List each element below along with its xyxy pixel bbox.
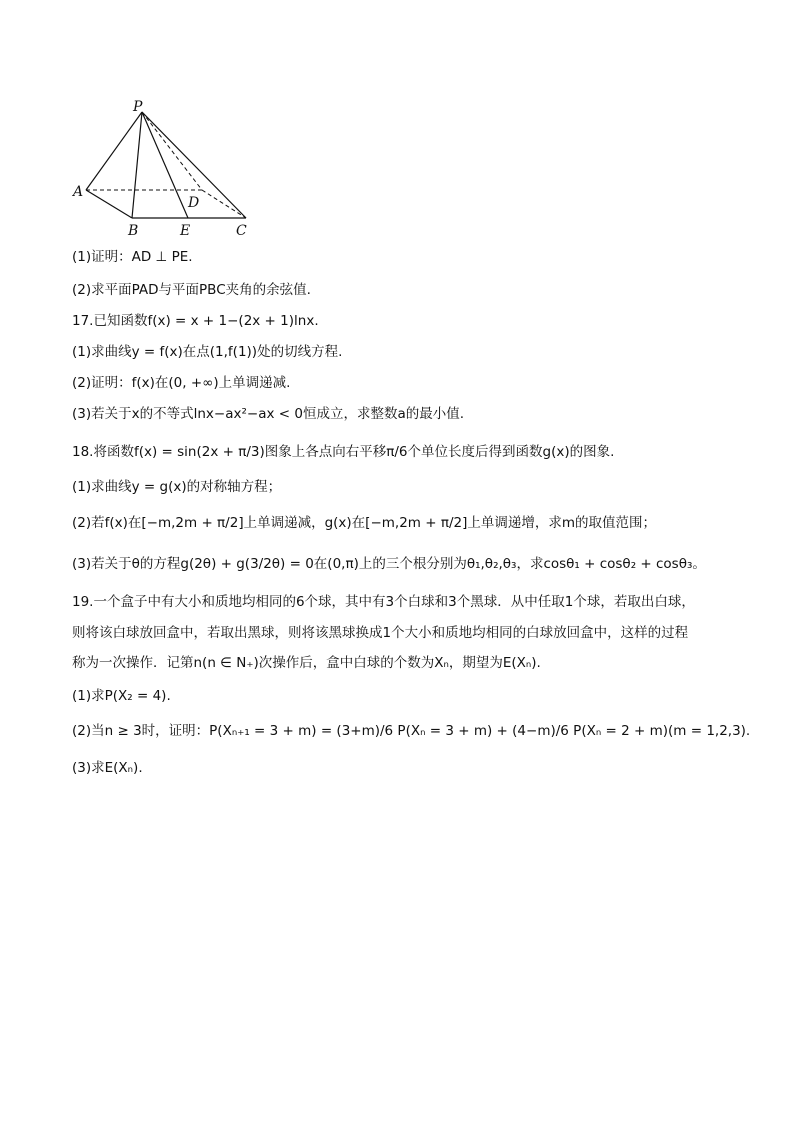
- q16-part2: (2)求平面PAD与平面PBC夹角的余弦值.: [72, 282, 311, 298]
- q19-part1: (1)求P(X₂ = 4).: [72, 688, 171, 704]
- pyramid-diagram: [70, 98, 260, 240]
- q18-part3: (3)若关于θ的方程g(2θ) + g(3/2θ) = 0在(0,π)上的三个根分别为θ₁,θ₂,θ₃，求cosθ₁ + cosθ₂ + cosθ₃。: [72, 556, 706, 572]
- q17-part1: (1)求曲线y = f(x)在点(1,f(1))处的切线方程.: [72, 344, 343, 360]
- edge-ab: [86, 190, 132, 218]
- q18-stem: 18.将函数f(x) = sin(2x + π/3)图象上各点向右平移π/6个单位长度后得到函数g(x)的图象.: [72, 444, 615, 460]
- edge-pb: [132, 112, 142, 218]
- edge-pe: [142, 112, 188, 218]
- q16-part1: (1)证明：AD ⊥ PE.: [72, 249, 193, 265]
- q18-part1: (1)求曲线y = g(x)的对称轴方程；: [72, 479, 282, 495]
- q19-part3: (3)求E(Xₙ).: [72, 760, 143, 776]
- q19-stem-line3: 称为一次操作．记第n(n ∈ N₊)次操作后，盒中白球的个数为Xₙ，期望为E(Xₙ).: [72, 655, 541, 671]
- q19-stem-line2: 则将该白球放回盒中，若取出黑球，则将该黑球换成1个大小和质地均相同的白球放回盒中，这样的过程: [72, 625, 689, 641]
- edge-pd-dashed: [142, 112, 202, 190]
- label-e: E: [180, 223, 191, 239]
- q17-part2: (2)证明：f(x)在(0, +∞)上单调递减.: [72, 375, 291, 391]
- q18-part2: (2)若f(x)在[−m,2m + π/2]上单调递减，g(x)在[−m,2m + π/2]上单调递增，求m的取值范围；: [72, 515, 657, 531]
- label-p: P: [133, 99, 143, 115]
- q19-stem-line1: 19.一个盒子中有大小和质地均相同的6个球，其中有3个白球和3个黑球．从中任取1个球，若取出白球，: [72, 594, 695, 610]
- q17-part3: (3)若关于x的不等式lnx−ax²−ax < 0恒成立，求整数a的最小值.: [72, 406, 465, 422]
- label-c: C: [236, 223, 247, 239]
- q19-part2: (2)当n ≥ 3时，证明：P(Xₙ₊₁ = 3 + m) = (3+m)/6 P(Xₙ = 3 + m) + (4−m)/6 P(Xₙ = 2 + m)(m = 1,2,3).: [72, 723, 751, 739]
- pyramid-figure: [70, 98, 260, 240]
- edge-dc-dashed: [202, 190, 246, 218]
- q17-stem: 17.已知函数f(x) = x + 1−(2x + 1)lnx.: [72, 313, 319, 329]
- label-d: D: [188, 195, 200, 211]
- edge-pa: [86, 112, 142, 190]
- label-b: B: [128, 223, 139, 239]
- label-a: A: [73, 184, 84, 200]
